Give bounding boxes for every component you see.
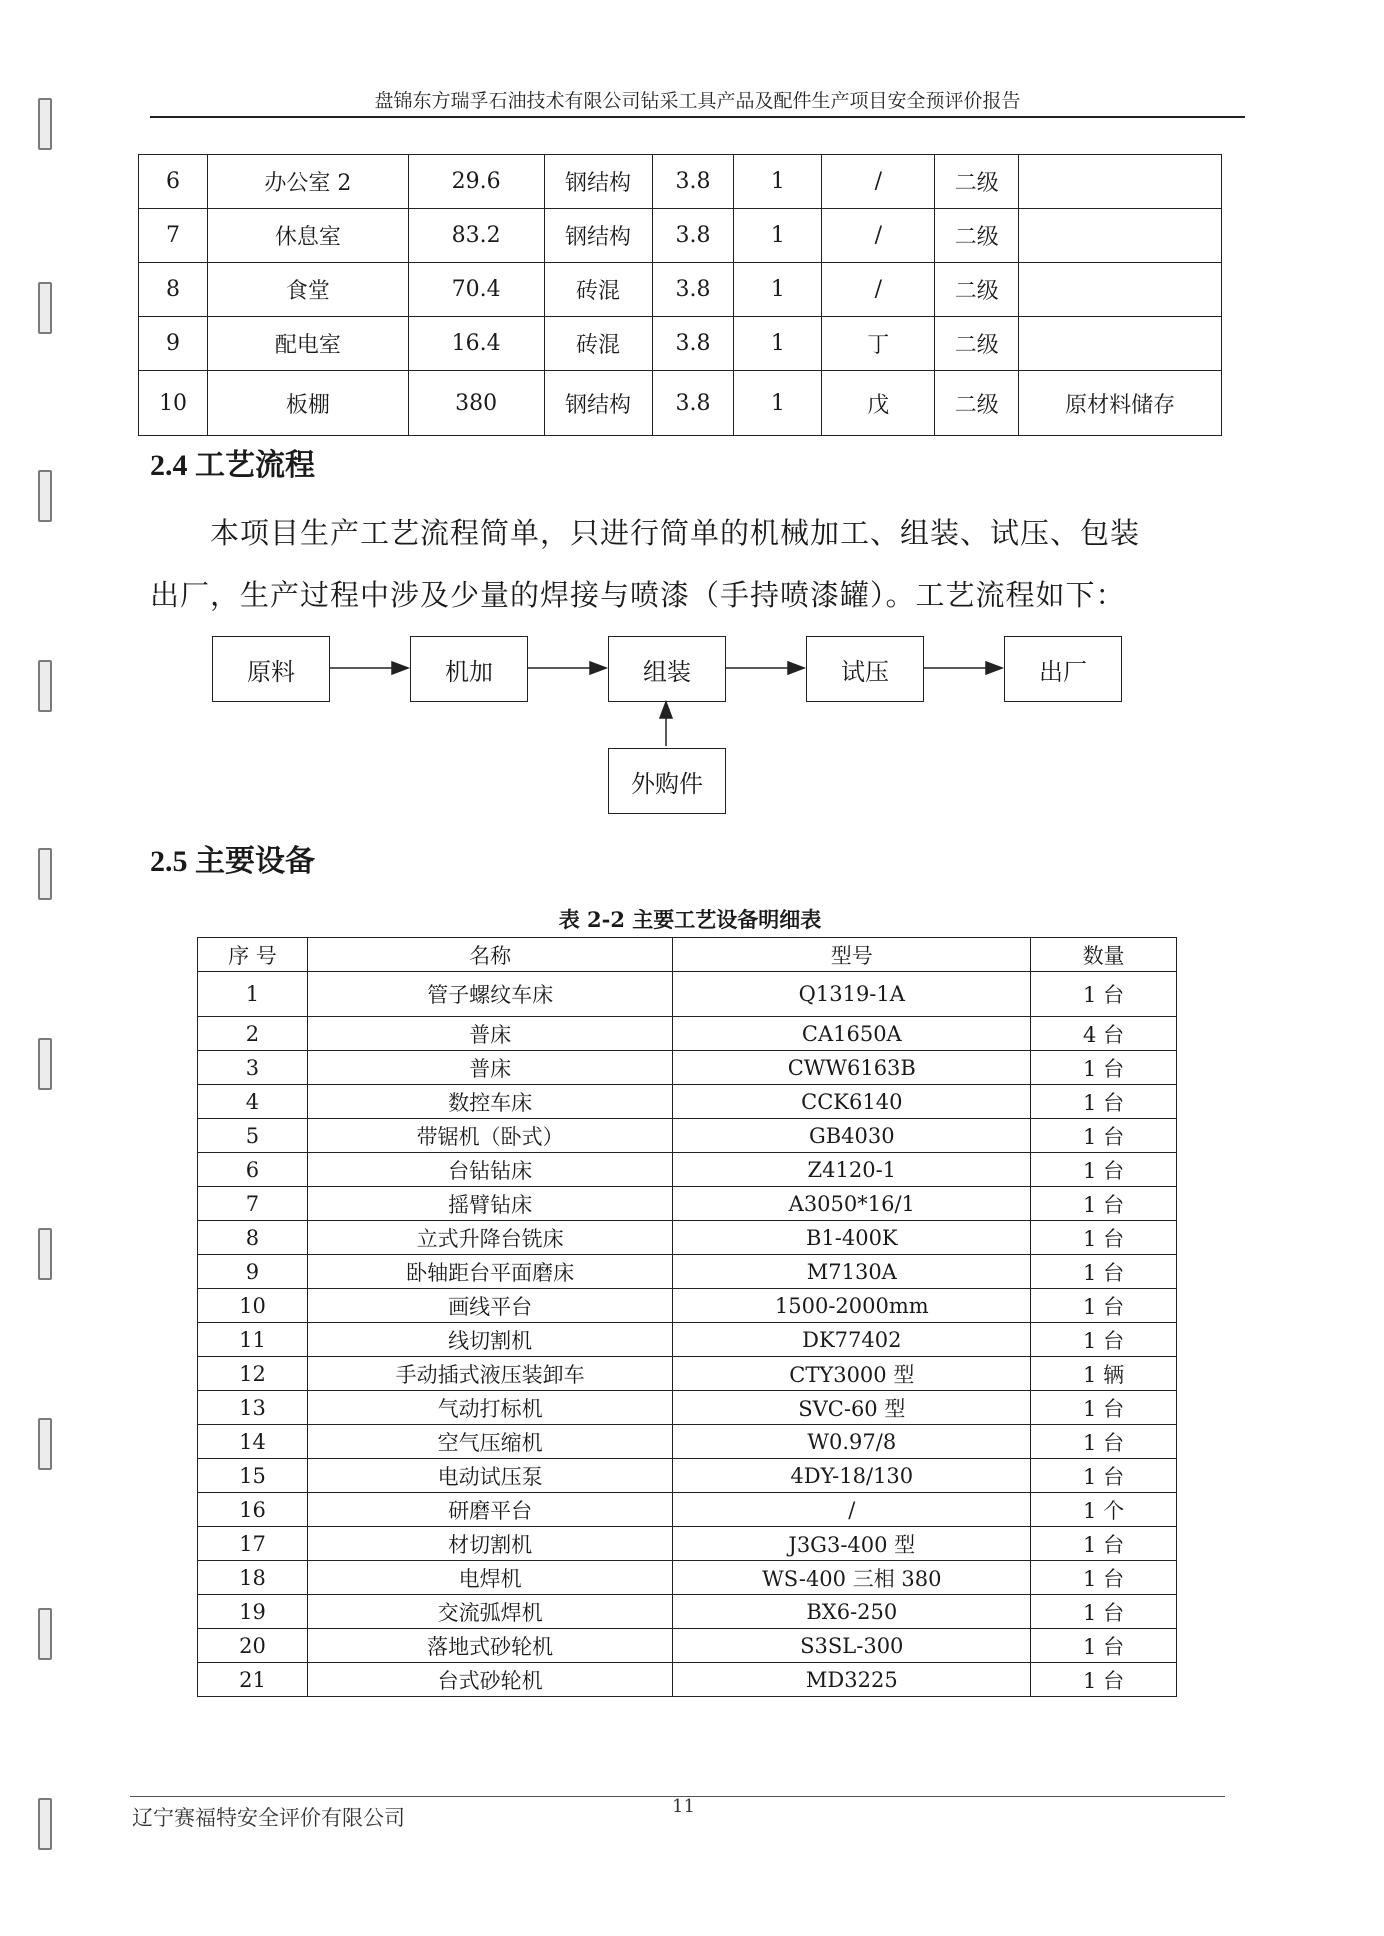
- process-paragraph: [150, 502, 1245, 626]
- table-row: [198, 1459, 1177, 1493]
- header-cell-name: 名称: [307, 938, 673, 972]
- table-cell: 办公室 2: [207, 155, 408, 209]
- table-cell: 二级: [935, 155, 1019, 209]
- table-row: [139, 155, 1222, 209]
- table-row: [198, 1629, 1177, 1663]
- table-cell: 1 辆: [1031, 1357, 1177, 1391]
- table-row: [139, 317, 1222, 371]
- table-cell: 1 台: [1031, 1221, 1177, 1255]
- table-cell: 16.4: [408, 317, 544, 371]
- table-row: [198, 1289, 1177, 1323]
- header-cell-quantity: 数量: [1031, 938, 1177, 972]
- table-cell: 5: [198, 1119, 308, 1153]
- table-cell: 休息室: [207, 209, 408, 263]
- table-cell: CA1650A: [673, 1017, 1031, 1051]
- table-cell: 7: [139, 209, 208, 263]
- table-cell: 1 台: [1031, 1459, 1177, 1493]
- header-cell-index: 序 号: [198, 938, 308, 972]
- header-cell-model: 型号: [673, 938, 1031, 972]
- page-header-title: 盘锦东方瑞孚石油技术有限公司钻采工具产品及配件生产项目安全预评价报告: [374, 90, 1021, 112]
- table-cell: 研磨平台: [307, 1493, 673, 1527]
- footer-company: 辽宁赛福特安全评价有限公司: [132, 1806, 405, 1830]
- table-row: [198, 1595, 1177, 1629]
- table-cell: [1019, 209, 1222, 263]
- binder-mark: [38, 1798, 52, 1850]
- table-cell: 空气压缩机: [307, 1425, 673, 1459]
- table-cell: 3.8: [652, 209, 734, 263]
- table-cell: /: [822, 209, 935, 263]
- table-cell: 线切割机: [307, 1323, 673, 1357]
- table-cell: 4DY-18/130: [673, 1459, 1031, 1493]
- table-cell: 材切割机: [307, 1527, 673, 1561]
- table-cell: 1 台: [1031, 1085, 1177, 1119]
- table-cell: SVC-60 型: [673, 1391, 1031, 1425]
- table-cell: 板棚: [207, 371, 408, 436]
- table-cell: 1500-2000mm: [673, 1289, 1031, 1323]
- paragraph-line-2: 出厂，生产过程中涉及少量的焊接与喷漆（手持喷漆罐）。工艺流程如下：: [150, 578, 1126, 612]
- table-cell: 1: [734, 209, 822, 263]
- table-cell: 6: [139, 155, 208, 209]
- table-cell: 3.8: [652, 155, 734, 209]
- table-cell: Q1319-1A: [673, 972, 1031, 1017]
- flow-arrow-head: [788, 662, 804, 674]
- equipment-table-header-row: [198, 938, 1177, 972]
- paragraph-line-1-text: 本项目生产工艺流程简单，只进行简单的机械加工、组装、试压、包装: [210, 516, 1141, 550]
- table-cell: 管子螺纹车床: [307, 972, 673, 1017]
- table-cell: 电动试压泵: [307, 1459, 673, 1493]
- equipment-table: [197, 937, 1177, 1697]
- flow-node-shipment: 出厂: [1004, 636, 1122, 702]
- table-cell: MD3225: [673, 1663, 1031, 1697]
- flow-node-raw-material: 原料: [212, 636, 330, 702]
- table-row: [198, 1561, 1177, 1595]
- table-cell: 9: [139, 317, 208, 371]
- binder-mark: [38, 660, 52, 712]
- table-cell: DK77402: [673, 1323, 1031, 1357]
- table-cell: 3: [198, 1051, 308, 1085]
- building-table-body: [139, 155, 1222, 436]
- section-heading-2-4: 2.4 工艺流程: [150, 449, 315, 482]
- table-cell: 二级: [935, 317, 1019, 371]
- table-cell: CCK6140: [673, 1085, 1031, 1119]
- table-cell: 1 台: [1031, 1663, 1177, 1697]
- binder-mark: [38, 98, 52, 150]
- table-row: [139, 371, 1222, 436]
- table-cell: 电焊机: [307, 1561, 673, 1595]
- table-row: [198, 1017, 1177, 1051]
- table-cell: 钢结构: [544, 209, 652, 263]
- table-cell: Z4120-1: [673, 1153, 1031, 1187]
- binder-mark: [38, 470, 52, 522]
- table-cell: 1 台: [1031, 1289, 1177, 1323]
- table-cell: 1: [734, 371, 822, 436]
- section-heading-2-5: 2.5 主要设备: [150, 845, 315, 878]
- table-caption: 表 2-2 主要工艺设备明细表: [558, 907, 822, 932]
- binder-mark: [38, 1228, 52, 1280]
- table-cell: [1019, 155, 1222, 209]
- table-row: [198, 1527, 1177, 1561]
- table-cell: 普床: [307, 1017, 673, 1051]
- table-cell: 1: [734, 155, 822, 209]
- table-row: [139, 209, 1222, 263]
- table-row: [198, 1425, 1177, 1459]
- table-cell: 气动打标机: [307, 1391, 673, 1425]
- table-cell: 8: [139, 263, 208, 317]
- table-cell: 3.8: [652, 317, 734, 371]
- flow-arrow-head: [660, 702, 672, 718]
- table-cell: 1 台: [1031, 1119, 1177, 1153]
- table-row: [198, 1255, 1177, 1289]
- table-cell: A3050*16/1: [673, 1187, 1031, 1221]
- table-cell: 2: [198, 1017, 308, 1051]
- table-cell: 交流弧焊机: [307, 1595, 673, 1629]
- table-cell: 原材料储存: [1019, 371, 1222, 436]
- table-cell: 丁: [822, 317, 935, 371]
- table-cell: 立式升降台铣床: [307, 1221, 673, 1255]
- table-cell: 18: [198, 1561, 308, 1595]
- flow-node-purchased-parts: 外购件: [608, 748, 726, 814]
- binder-mark: [38, 848, 52, 900]
- table-cell: 卧轴距台平面磨床: [307, 1255, 673, 1289]
- binder-mark: [38, 282, 52, 334]
- table-cell: 食堂: [207, 263, 408, 317]
- table-row: [198, 1493, 1177, 1527]
- table-cell: 戊: [822, 371, 935, 436]
- table-cell: 1 台: [1031, 972, 1177, 1017]
- flow-arrow-head: [986, 662, 1002, 674]
- table-cell: 砖混: [544, 263, 652, 317]
- table-cell: 13: [198, 1391, 308, 1425]
- flow-node-machining: 机加: [410, 636, 528, 702]
- table-cell: 1 台: [1031, 1527, 1177, 1561]
- table-cell: 配电室: [207, 317, 408, 371]
- table-cell: 数控车床: [307, 1085, 673, 1119]
- flow-node-pressure-test: 试压: [806, 636, 924, 702]
- table-cell: 3.8: [652, 371, 734, 436]
- equipment-table-body: [198, 972, 1177, 1697]
- table-cell: [1019, 263, 1222, 317]
- table-cell: 3.8: [652, 263, 734, 317]
- table-row: [198, 1051, 1177, 1085]
- table-cell: 70.4: [408, 263, 544, 317]
- table-cell: /: [673, 1493, 1031, 1527]
- building-table: [138, 154, 1222, 436]
- table-cell: 1 台: [1031, 1391, 1177, 1425]
- table-row: [198, 1323, 1177, 1357]
- table-cell: [1019, 317, 1222, 371]
- table-cell: WS-400 三相 380: [673, 1561, 1031, 1595]
- table-cell: 1 台: [1031, 1187, 1177, 1221]
- table-row: [198, 972, 1177, 1017]
- table-row: [198, 1391, 1177, 1425]
- table-cell: 9: [198, 1255, 308, 1289]
- table-row: [198, 1357, 1177, 1391]
- table-cell: 14: [198, 1425, 308, 1459]
- table-cell: 手动插式液压装卸车: [307, 1357, 673, 1391]
- table-cell: 1 个: [1031, 1493, 1177, 1527]
- table-cell: 1 台: [1031, 1595, 1177, 1629]
- table-cell: 带锯机（卧式）: [307, 1119, 673, 1153]
- table-cell: 台式砂轮机: [307, 1663, 673, 1697]
- table-cell: 10: [198, 1289, 308, 1323]
- table-cell: 落地式砂轮机: [307, 1629, 673, 1663]
- table-cell: 380: [408, 371, 544, 436]
- table-cell: 12: [198, 1357, 308, 1391]
- table-row: [198, 1221, 1177, 1255]
- table-cell: BX6-250: [673, 1595, 1031, 1629]
- paragraph-line-1: [150, 502, 1245, 564]
- table-cell: 10: [139, 371, 208, 436]
- table-cell: 1 台: [1031, 1153, 1177, 1187]
- table-row: [198, 1187, 1177, 1221]
- table-cell: 15: [198, 1459, 308, 1493]
- table-cell: 1 台: [1031, 1323, 1177, 1357]
- table-cell: 20: [198, 1629, 308, 1663]
- table-cell: 17: [198, 1527, 308, 1561]
- table-cell: 16: [198, 1493, 308, 1527]
- table-cell: 画线平台: [307, 1289, 673, 1323]
- table-cell: 4: [198, 1085, 308, 1119]
- page-number: 11: [672, 1796, 695, 1817]
- table-cell: 1: [734, 263, 822, 317]
- table-cell: 7: [198, 1187, 308, 1221]
- binder-mark: [38, 1418, 52, 1470]
- table-row: [139, 263, 1222, 317]
- table-cell: B1-400K: [673, 1221, 1031, 1255]
- table-row: [198, 1119, 1177, 1153]
- header-rule: [150, 116, 1245, 118]
- table-cell: 4 台: [1031, 1017, 1177, 1051]
- table-cell: W0.97/8: [673, 1425, 1031, 1459]
- table-row: [198, 1663, 1177, 1697]
- table-cell: 19: [198, 1595, 308, 1629]
- flow-node-assembly: 组装: [608, 636, 726, 702]
- binder-mark: [38, 1038, 52, 1090]
- table-cell: J3G3-400 型: [673, 1527, 1031, 1561]
- table-cell: 1 台: [1031, 1561, 1177, 1595]
- table-cell: 二级: [935, 371, 1019, 436]
- table-cell: S3SL-300: [673, 1629, 1031, 1663]
- flow-arrow-head: [590, 662, 606, 674]
- table-cell: 83.2: [408, 209, 544, 263]
- table-cell: 二级: [935, 263, 1019, 317]
- table-cell: 钢结构: [544, 155, 652, 209]
- table-cell: 1: [198, 972, 308, 1017]
- table-cell: CTY3000 型: [673, 1357, 1031, 1391]
- table-cell: 砖混: [544, 317, 652, 371]
- table-cell: 普床: [307, 1051, 673, 1085]
- flow-arrow-head: [392, 662, 408, 674]
- table-cell: 6: [198, 1153, 308, 1187]
- table-cell: 摇臂钻床: [307, 1187, 673, 1221]
- table-cell: 11: [198, 1323, 308, 1357]
- table-cell: 1 台: [1031, 1051, 1177, 1085]
- table-cell: CWW6163B: [673, 1051, 1031, 1085]
- table-cell: GB4030: [673, 1119, 1031, 1153]
- table-cell: 钢结构: [544, 371, 652, 436]
- table-cell: M7130A: [673, 1255, 1031, 1289]
- table-cell: 二级: [935, 209, 1019, 263]
- table-cell: 1 台: [1031, 1629, 1177, 1663]
- table-cell: 台钻钻床: [307, 1153, 673, 1187]
- table-cell: 21: [198, 1663, 308, 1697]
- table-cell: 1 台: [1031, 1425, 1177, 1459]
- table-row: [198, 1153, 1177, 1187]
- table-cell: /: [822, 263, 935, 317]
- table-cell: /: [822, 155, 935, 209]
- table-row: [198, 1085, 1177, 1119]
- table-cell: 8: [198, 1221, 308, 1255]
- table-cell: 1 台: [1031, 1255, 1177, 1289]
- table-cell: 29.6: [408, 155, 544, 209]
- table-cell: 1: [734, 317, 822, 371]
- binder-mark: [38, 1608, 52, 1660]
